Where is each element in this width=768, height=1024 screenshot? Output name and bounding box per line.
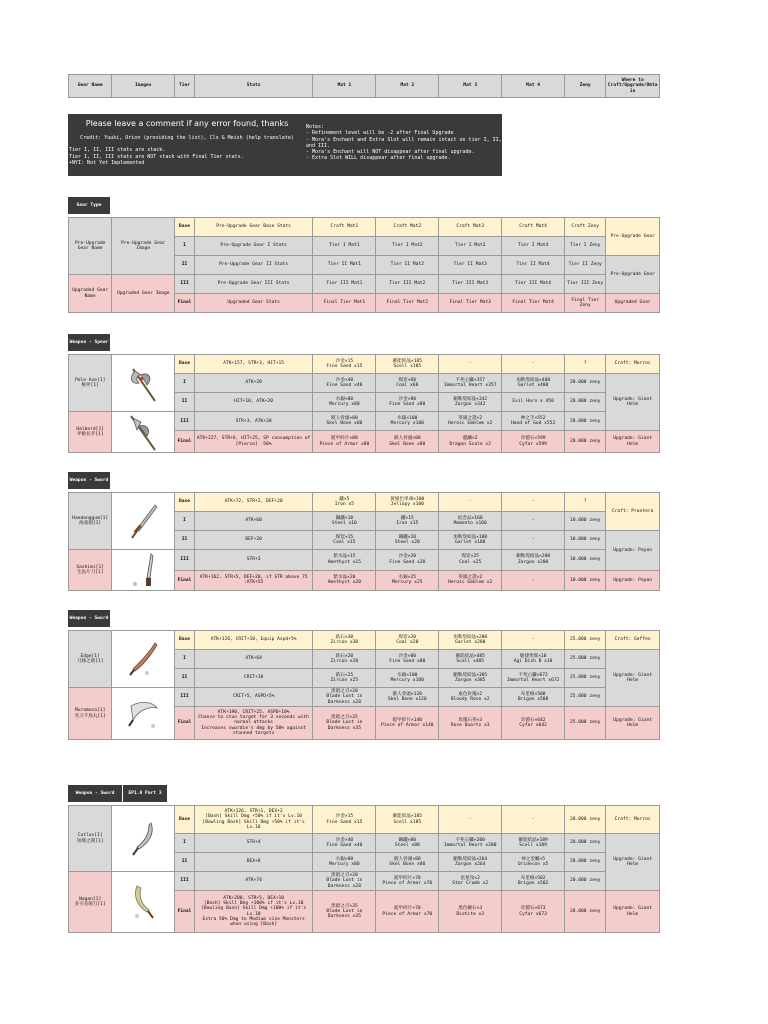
cell-m1: 鐵×5 Iron x5	[313, 493, 376, 512]
cell-m1: Final Tier Mat1	[313, 294, 376, 313]
table-row	[69, 218, 660, 237]
cell-m1: Craft Mat1	[313, 218, 376, 237]
cell-m4: 奇德石×673 Cyfar x673	[502, 891, 565, 933]
cell-m1: 黑暗之刃×35 Blade Lost in Darkness x35	[313, 707, 376, 740]
knife-icon	[112, 550, 175, 591]
scimitar-icon	[112, 688, 175, 740]
cell-where: Craft: Morroc	[606, 806, 660, 834]
cell-tier: Base	[175, 631, 195, 650]
cell-m4: 奇德石×642 Cyfar x642	[502, 707, 565, 740]
cell-zeny: 25.000 zeny	[565, 631, 606, 650]
header-table	[68, 74, 660, 98]
header-cell: Images	[112, 75, 175, 98]
cell-stats: Pre-Upgrade Gear III Stats	[194, 275, 313, 294]
cell-m3: Tier III Mat3	[439, 275, 502, 294]
gear-name: Cutlus[1] 短彎之劍[1]	[69, 806, 112, 872]
section-tag: Weapon - Sword	[68, 472, 110, 489]
cell-stats: ATK+227, STR+6, HIT+25, SP consumption of [Pierce] -50%	[194, 431, 313, 453]
gear-name: Nagan[1] 多刃長劍刀[1]	[69, 872, 112, 933]
cell-stats: CRIT+10	[194, 669, 313, 688]
header-cell: Where to Craft/Upgrade/Obtain	[606, 75, 660, 98]
cell-tier: Base	[175, 806, 195, 834]
cell-m1: 黑暗之刃×35 Blade Lost in Darkness x35	[313, 891, 376, 933]
cell-stats: ATK+190, CRIT+25, ASPD+10% Chance to stun target for 3 seconds with normal attacks Increases swordie's dmg by 50% against stunned targets	[194, 707, 313, 740]
cell-stats: ATK+200, STR+5, DEX+10 [Bash] Skill Dmg +100% if it's Lv.10 [Bowling Bash] Skill Dmg +100% if it's Lv.10 Extra 50% Dmg to Medium size Monsters when using [Bash]	[194, 891, 313, 933]
cell-zeny: ?	[565, 355, 606, 374]
cell-where: Upgrade: Payon	[606, 531, 660, 571]
cell-m2: 水銀×100 Mercury x100	[376, 669, 439, 688]
cell-where: Upgrade: Giant Helm	[606, 707, 660, 740]
section-tag: Weapon - Spear	[68, 334, 110, 351]
cell-stats: HIT+10, ATK+20	[194, 393, 313, 412]
cell-m1: Tier II Mat1	[313, 256, 376, 275]
cell-zeny: 20.000 zeny	[565, 374, 606, 393]
cell-m3: 銅勒堤結晶×342 Zargon x342	[439, 393, 502, 412]
table-row	[69, 493, 660, 512]
cell-m3: 玫瑰石英×3 Rose Quartz x3	[439, 707, 502, 740]
table-row	[69, 688, 660, 707]
cell-m3: 英雄之證×2 Heroic Emblem x2	[439, 570, 502, 591]
note-line: Notes:	[306, 124, 325, 130]
cell-m2: Tier I Mat2	[376, 237, 439, 256]
cell-m2: 蓄能結晶×185 Scell x185	[376, 355, 439, 374]
gear-table	[68, 492, 660, 591]
cutlus-icon	[112, 806, 175, 872]
table-row	[69, 631, 660, 650]
gear-name: Edge[1] 刀鋒之劍[1]	[69, 631, 112, 688]
cell-zeny: 10.000 zeny	[565, 550, 606, 571]
cell-where: Craft: Geffen	[606, 631, 660, 650]
cell-m3: Final Tier Mat3	[439, 294, 502, 313]
cell-m4: -	[502, 493, 565, 512]
cell-m4: 蓄能結晶×189 Scell x189	[502, 834, 565, 853]
cell-zeny: Tier I Zeny	[565, 237, 606, 256]
gear-table	[68, 630, 660, 740]
cell-where: Upgrade: Giant Helm	[606, 834, 660, 891]
cell-m4: 布里根×502 Brigan x502	[502, 872, 565, 891]
cell-m2: 鋼鐵×80 Steel x80	[376, 834, 439, 853]
cell-m3: 英雄之證×2 Heroic Emblem x2	[439, 412, 502, 431]
section-tag: Gear Type	[68, 197, 110, 214]
cell-m1: 水銀×80 Mercury x80	[313, 393, 376, 412]
cell-m4: Tier II Mat4	[502, 256, 565, 275]
cell-tier: II	[175, 853, 195, 872]
note-line: - Mora's Enchant and Extra Slot will remain intact on tier I, II, and III.	[306, 136, 502, 149]
cell-tier: II	[175, 669, 195, 688]
gear-name: Pre-Upgrade Gear Name	[69, 218, 112, 275]
cell-stats: Upgraded Gear Stats	[194, 294, 313, 313]
cell-m1: 紫水晶×20 Amethyst x20	[313, 570, 376, 591]
cell-stats: ATK+64	[194, 650, 313, 669]
axe-icon	[112, 355, 175, 412]
cell-tier: III	[175, 872, 195, 891]
gear-image-label: Pre-Upgrade Gear Image	[112, 218, 175, 275]
cell-stats: Pre-Upgrade Gear I Stats	[194, 237, 313, 256]
cell-m4: 銅勒堤結晶×200 Zargon x200	[502, 550, 565, 571]
cell-m2: 鎧甲碎片×70 Piece of Armor x70	[376, 872, 439, 891]
cell-stats: DEX+8	[194, 853, 313, 872]
cell-tier: Final	[175, 707, 195, 740]
table-row	[69, 550, 660, 571]
cell-zeny: Tier III Zeny	[565, 275, 606, 294]
cell-stats: ATK+157, STR+3, HIT+15	[194, 355, 313, 374]
section-subtag: EP1.0 Part 3	[123, 785, 167, 802]
cell-m2: Craft Mat2	[376, 218, 439, 237]
cell-tier: III	[175, 275, 195, 294]
cell-where: Craft: Morroc	[606, 355, 660, 374]
notice-line: Tier I, II, III stats are stack.	[69, 147, 166, 154]
cell-m4: 加勒堤結晶×408 Garlet x408	[502, 374, 565, 393]
cell-tier: Final	[175, 570, 195, 591]
cell-where: Upgrade: Payon	[606, 570, 660, 591]
cell-m2: 煤炭×60 Coal x60	[376, 374, 439, 393]
cell-zeny: 10.000 zeny	[565, 512, 606, 531]
cell-where: Upgrade: Giant Helm	[606, 374, 660, 431]
cell-tier: Base	[175, 218, 195, 237]
cell-m1: 沙金×40 Fine Sand x40	[313, 374, 376, 393]
cell-where: Upgraded Gear	[606, 294, 660, 313]
section-tag: Weapon - Sword	[68, 610, 110, 627]
note-line: - Refinement level will be -2 after Final Upgrade	[306, 130, 454, 137]
header-cell: Gear Name	[69, 75, 112, 98]
header-cell: Mat 2	[376, 75, 439, 98]
cell-m1: 水銀×80 Mercury x80	[313, 853, 376, 872]
cell-m3: -	[439, 493, 502, 512]
cell-zeny: 25.000 zeny	[565, 707, 606, 740]
cell-m2: 鎧甲碎片×140 Piece of Armor x140	[376, 707, 439, 740]
cell-where: Upgrade: Giant Helm	[606, 891, 660, 933]
cell-where: Upgrade: Giant Helm	[606, 650, 660, 707]
header-cell: Mat 1	[313, 75, 376, 98]
gear-name: Haedonggum[1] 海東劍[1]	[69, 493, 112, 550]
header-cell: Mat 4	[502, 75, 565, 98]
cell-zeny: 20.000 zeny	[565, 872, 606, 891]
cell-m2: 水銀×100 Mercury x100	[376, 412, 439, 431]
cell-m3: Craft Mat3	[439, 218, 502, 237]
cell-m3: 銅勒堤結晶×385 Zargon x385	[439, 669, 502, 688]
cell-m4: 敏捷果實×10 Agi Dish B x10	[502, 650, 565, 669]
cell-m3: 不死心臟×200 Immortal Heart x200	[439, 834, 502, 853]
cell-tier: II	[175, 393, 195, 412]
cell-m4: -	[502, 531, 565, 550]
cell-m2: 蓄能結晶×185 Scell x185	[376, 806, 439, 834]
cell-zeny: Final Tier Zeny	[565, 294, 606, 313]
cell-stats: ATK+162, STR+5, DEF+20, if STR above 75 :ATK+55	[194, 570, 313, 591]
cell-m1: 沙金×15 Fine Sand x15	[313, 806, 376, 834]
header-cell: Mat 3	[439, 75, 502, 98]
gear-table	[68, 805, 660, 933]
cell-tier: Final	[175, 891, 195, 933]
table-row	[69, 872, 660, 891]
cell-m2: 鋼鐵×20 Steel x20	[376, 531, 439, 550]
cell-m3: 龍鱗×2 Dragon Scale x2	[439, 431, 502, 453]
cell-m1: 鋼鐵×10 Steel x10	[313, 512, 376, 531]
cell-m2: 鎧甲碎片×70 Piece of Armor x70	[376, 891, 439, 933]
cell-zeny: 20.000 zeny	[565, 806, 606, 834]
cell-zeny: 20.000 zeny	[565, 891, 606, 933]
notice-line: +NYI: Not Yet Implemented	[69, 159, 145, 166]
cell-tier: III	[175, 412, 195, 431]
cell-m1: Tier I Mat1	[313, 237, 376, 256]
cell-m3: 加勒堤結晶×180 Garlet x180	[439, 531, 502, 550]
cell-zeny: 25.000 zeny	[565, 650, 606, 669]
gear-table	[68, 354, 660, 453]
cell-m1: 沙金×40 Fine Sand x40	[313, 834, 376, 853]
cell-stats: ATK+126, CRIT+10, Equip Aspd+5%	[194, 631, 313, 650]
cell-tier: Final	[175, 431, 195, 453]
cell-m4: -	[502, 570, 565, 591]
cell-zeny: Tier II Zeny	[565, 256, 606, 275]
cell-zeny: 20.000 zeny	[565, 431, 606, 453]
cell-zeny: 20.000 zeny	[565, 393, 606, 412]
section-tag: Weapon - Sword	[68, 785, 122, 802]
cell-m1: 鋯石×25 Zircon x25	[313, 669, 376, 688]
cell-m4: Tier III Mat4	[502, 275, 565, 294]
cell-zeny: ?	[565, 493, 606, 512]
cell-tier: II	[175, 256, 195, 275]
gear-name: Sashimi[1] 生魚片刀[1]	[69, 550, 112, 591]
cell-m2: 沙金×80 Fine Sand x80	[376, 393, 439, 412]
edge-icon	[112, 631, 175, 688]
cell-zeny: 20.000 zeny	[565, 834, 606, 853]
cell-m3: 紀念品×160 Momento x160	[439, 512, 502, 531]
sword-icon	[112, 493, 175, 550]
cell-m2: 骸人骨頭×120 Skel Bone x120	[376, 688, 439, 707]
cell-m1: 骸人骨頭×80 Skel Bone x80	[313, 412, 376, 431]
cell-m4: Tier I Mat4	[502, 237, 565, 256]
gear-name: Muramasa[1] 名刀千鳥丸[1]	[69, 688, 112, 740]
cell-stats: CRIT+5, ASPD+5%	[194, 688, 313, 707]
cell-stats: ATK+72, STR+2, DEF+20	[194, 493, 313, 512]
table-row	[69, 275, 660, 294]
cell-m2: 黃綠色果凍×100 Jellopy x100	[376, 493, 439, 512]
cell-where: Craft: Prontera	[606, 493, 660, 531]
cell-tier: Final	[175, 294, 195, 313]
cell-tier: III	[175, 688, 195, 707]
cell-m1: 鋯石×30 Zircon x30	[313, 631, 376, 650]
notice-box	[68, 114, 306, 176]
cell-m2: 水銀×25 Mercury x25	[376, 570, 439, 591]
cell-m2: 沙金×20 Fine Sand x20	[376, 550, 439, 571]
cell-m3: 銅勒堤結晶×264 Zargon x264	[439, 853, 502, 872]
cell-m4: -	[502, 512, 565, 531]
cell-stats: ATK+60	[194, 512, 313, 531]
cell-m2: Final Tier Mat2	[376, 294, 439, 313]
cell-m2: Tier III Mat2	[376, 275, 439, 294]
header-cell: Stats	[194, 75, 313, 98]
cell-m4: -	[502, 806, 565, 834]
cell-m1: 黑暗之刃×20 Blade Lost in Darkness x20	[313, 688, 376, 707]
notice-title: Please leave a comment if any error found, thanks	[85, 119, 289, 128]
cell-tier: I	[175, 834, 195, 853]
cell-where: Pre-Upgrade Gear	[606, 256, 660, 294]
cell-stats: ATK+20	[194, 374, 313, 393]
cell-zeny: 20.000 zeny	[565, 412, 606, 431]
cell-stats: STR+3, ATK+30	[194, 412, 313, 431]
cell-tier: I	[175, 650, 195, 669]
cell-where: Upgrade: Giant Helm	[606, 431, 660, 453]
cell-m4: 布里根×588 Brigan x588	[502, 688, 565, 707]
cell-m4: 神之手×552 Hand of God x552	[502, 412, 565, 431]
cell-m3: 蓄能結晶×485 Scell x485	[439, 650, 502, 669]
cell-m1: 沙金×15 Fine Sand x15	[313, 355, 376, 374]
cell-stats: ATK+74	[194, 872, 313, 891]
cell-stats: Pre-Upgrade Gear Base Stats	[194, 218, 313, 237]
cell-m3: Tier I Mat3	[439, 237, 502, 256]
cell-m1: Tier III Mat1	[313, 275, 376, 294]
table-row	[69, 412, 660, 431]
cell-stats: STR+3	[194, 550, 313, 571]
table-row	[69, 355, 660, 374]
cell-m4: 不死心臟×672 Immortal Heart x672	[502, 669, 565, 688]
cell-m2: 鐵×15 Iron x15	[376, 512, 439, 531]
cell-m3: 星星角×2 Star Crumb x2	[439, 872, 502, 891]
cell-m4: -	[502, 631, 565, 650]
cell-tier: Base	[175, 493, 195, 512]
cell-m1: 鎧甲碎片×80 Piece of Armor x80	[313, 431, 376, 453]
cell-zeny: Craft Zeny	[565, 218, 606, 237]
cell-stats: ATK+126, STR+1, DEX+2 [Bash] Skill Dmg +50% if it's Lv.10 [Bowling Bash] Skill Dmg +50% if it's Lv.10	[194, 806, 313, 834]
cell-m3: -	[439, 806, 502, 834]
cell-m1: 鋯石×20 Zircon x20	[313, 650, 376, 669]
cell-m2: 骸人骨頭×80 Skel Bone x80	[376, 853, 439, 872]
cell-m2: Tier II Mat2	[376, 256, 439, 275]
cell-stats: DEF+20	[194, 531, 313, 550]
cell-zeny: 25.000 zeny	[565, 688, 606, 707]
cell-where: Pre-Upgrade Gear	[606, 218, 660, 256]
cell-m4: 神之金屬×5 Oridecon x5	[502, 853, 565, 872]
cell-stats: STR+4	[194, 834, 313, 853]
cell-m4: -	[502, 355, 565, 374]
note-line: - Extra Slot WILL disappear after final upgrade.	[306, 155, 451, 162]
cell-zeny: 10.000 zeny	[565, 570, 606, 591]
cell-m3: 黑色礦石×3 Biotite x3	[439, 891, 502, 933]
cell-m2: 沙金×80 Fine Sand x80	[376, 650, 439, 669]
cell-m3: Tier II Mat3	[439, 256, 502, 275]
cell-zeny: 10.000 zeny	[565, 531, 606, 550]
cell-m3: 不死心臟×357 Immortal Heart x357	[439, 374, 502, 393]
notice-lines	[68, 147, 306, 166]
notes-box	[306, 114, 502, 176]
cell-tier: Base	[175, 355, 195, 374]
notice-credit: Credit: Yuuki, Orion (providing the list), Clo & Meish (help translate)	[80, 135, 294, 141]
cell-tier: II	[175, 531, 195, 550]
cell-m3: -	[439, 355, 502, 374]
cell-m2: 骸人骨頭×80 Skel Bone x80	[376, 431, 439, 453]
cell-m1: 黑暗之刃×20 Blade Lost in Darkness x20	[313, 872, 376, 891]
cell-m3: 血色玫瑰×2 Bloody Rose x2	[439, 688, 502, 707]
cell-tier: I	[175, 374, 195, 393]
note-line: - Mora's Enchant will NOT disappear after final upgrade.	[306, 149, 475, 155]
cell-zeny: 25.000 zeny	[565, 669, 606, 688]
cell-m4: Final Tier Mat4	[502, 294, 565, 313]
cell-m4: 奇德石×599 Cyfar x599	[502, 431, 565, 453]
nagan-icon	[112, 872, 175, 933]
cell-zeny: 20.000 zeny	[565, 853, 606, 872]
header-cell: Tier	[175, 75, 195, 98]
cell-m4: Craft Mat4	[502, 218, 565, 237]
gear-image-label: Upgraded Gear Image	[112, 275, 175, 313]
cell-stats: Pre-Upgrade Gear II Stats	[194, 256, 313, 275]
gear-name: Halberd[1] 斧槍長矛[1]	[69, 412, 112, 453]
table-row	[69, 806, 660, 834]
notice-line: Tier I, II, III stats are NOT stack with Final Tier stats.	[69, 153, 244, 160]
cell-m1: 煤炭×15 Coal x15	[313, 531, 376, 550]
cell-tier: III	[175, 550, 195, 571]
halberd-icon	[112, 412, 175, 453]
gear-table	[68, 217, 660, 313]
cell-m4: Evil Horn x 450	[502, 393, 565, 412]
header-row	[69, 75, 660, 98]
cell-tier: I	[175, 237, 195, 256]
cell-tier: I	[175, 512, 195, 531]
cell-m2: 煤炭×20 Coal x20	[376, 631, 439, 650]
cell-m1: 紫水晶×15 Amethyst x15	[313, 550, 376, 571]
gear-name: Pole Axe[1] 極斧[1]	[69, 355, 112, 412]
cell-m3: 煤炭×25 Coal x25	[439, 550, 502, 571]
gear-name: Upgraded Gear Name	[69, 275, 112, 313]
cell-m3: 加勒堤結晶×280 Garlet x280	[439, 631, 502, 650]
header-cell: Zeny	[565, 75, 606, 98]
